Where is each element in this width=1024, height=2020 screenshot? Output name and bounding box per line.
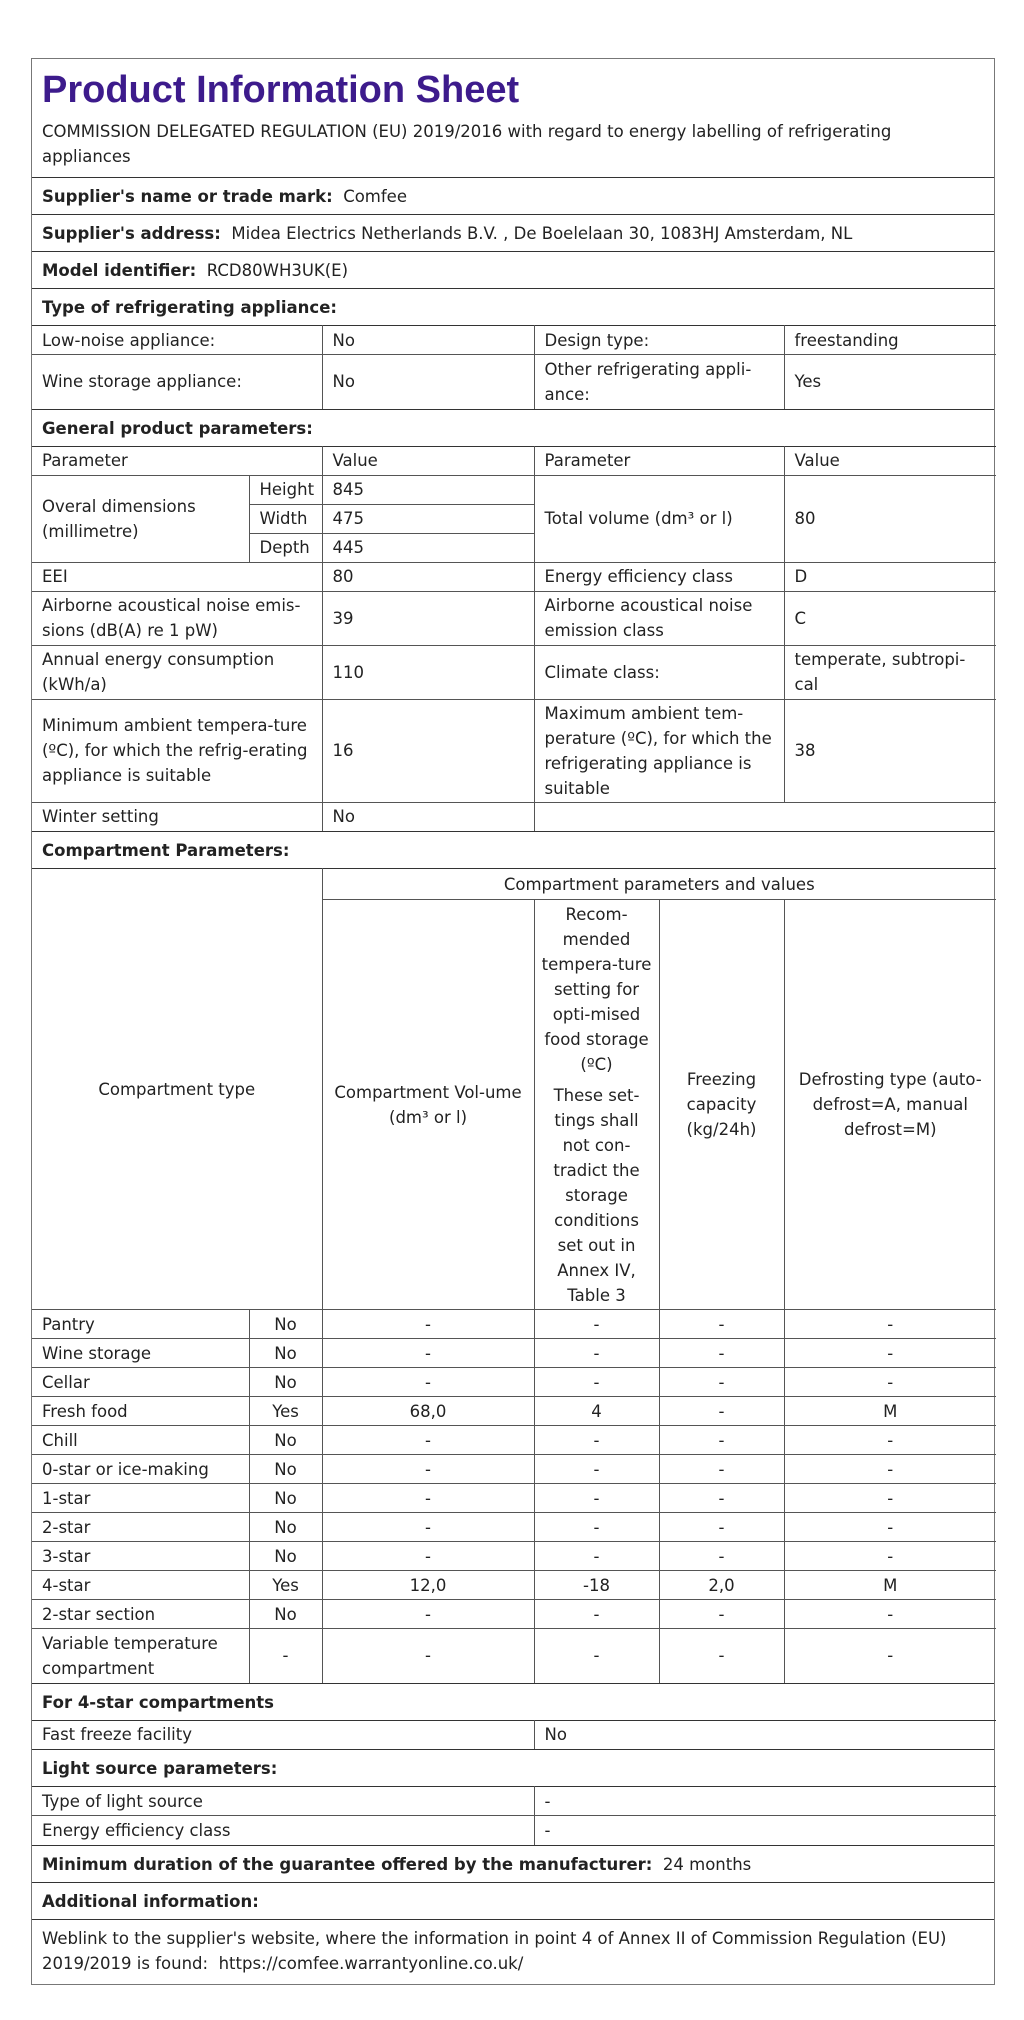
compartment-volume: 12,0 bbox=[322, 1571, 534, 1600]
supplier-address-value: Midea Electrics Netherlands B.V. , De Boelelaan 30, 1083HJ Amsterdam, NL bbox=[231, 224, 853, 243]
compartment-defrost-type: - bbox=[784, 1600, 996, 1629]
compartment-name: 2-star section bbox=[32, 1600, 249, 1629]
four-star-label: For 4-star compartments bbox=[42, 1692, 274, 1712]
noise-class-label: Airborne acoustical noise emission class bbox=[534, 591, 784, 645]
compartment-values-group-header: Compartment parameters and values bbox=[322, 869, 996, 900]
compartment-defrost-type: - bbox=[784, 1629, 996, 1683]
appliance-type-table bbox=[32, 325, 996, 409]
light-source-table bbox=[32, 1786, 996, 1845]
recommended-temp-header bbox=[534, 900, 659, 1310]
width-value: 475 bbox=[322, 504, 534, 533]
eei-label: EEI bbox=[32, 562, 322, 591]
compartment-defrost-type: - bbox=[784, 1484, 996, 1513]
compartment-present: No bbox=[249, 1542, 322, 1571]
general-parameters-label: General product parameters: bbox=[42, 418, 313, 438]
compartment-volume: - bbox=[322, 1339, 534, 1368]
compartment-freezing-capacity: - bbox=[659, 1484, 784, 1513]
light-type-label: Type of light source bbox=[32, 1787, 534, 1816]
compartment-defrost-type: - bbox=[784, 1310, 996, 1339]
light-source-heading bbox=[32, 1749, 994, 1786]
compartment-volume: - bbox=[322, 1310, 534, 1339]
compartment-freezing-capacity: - bbox=[659, 1629, 784, 1683]
compartment-present: No bbox=[249, 1368, 322, 1397]
appliance-type-heading bbox=[32, 288, 994, 325]
compartment-present: Yes bbox=[249, 1397, 322, 1426]
model-identifier-row bbox=[32, 251, 994, 288]
additional-info-text-block bbox=[32, 1919, 994, 1984]
low-noise-value: No bbox=[322, 326, 534, 355]
compartment-name: Cellar bbox=[32, 1368, 249, 1397]
compartment-volume: - bbox=[322, 1513, 534, 1542]
winter-setting-label: Winter setting bbox=[32, 802, 322, 831]
compartment-volume: - bbox=[322, 1542, 534, 1571]
design-type-label: Design type: bbox=[534, 326, 784, 355]
general-parameters-table bbox=[32, 446, 996, 832]
compartment-freezing-capacity: - bbox=[659, 1339, 784, 1368]
compartment-parameters-label: Compartment Parameters: bbox=[42, 841, 290, 860]
width-label: Width bbox=[249, 504, 322, 533]
dimensions-label: Overal dimensions (millimetre) bbox=[32, 475, 249, 562]
compartment-table bbox=[32, 868, 996, 1683]
compartment-name: Chill bbox=[32, 1426, 249, 1455]
supplier-name-row bbox=[32, 177, 994, 214]
compartment-freezing-capacity: - bbox=[659, 1513, 784, 1542]
height-label: Height bbox=[249, 475, 322, 504]
guarantee-value: 24 months bbox=[662, 1854, 752, 1874]
regulation-subtitle: COMMISSION DELEGATED REGULATION (EU) 2019/2016 with regard to energy labelling of refrigerating appliances bbox=[42, 122, 892, 166]
wine-storage-appliance-value: No bbox=[322, 355, 534, 409]
total-volume-value: 80 bbox=[784, 475, 996, 562]
compartment-temperature: - bbox=[534, 1339, 659, 1368]
compartment-parameters-heading bbox=[32, 831, 994, 868]
compartment-name: Fresh food bbox=[32, 1397, 249, 1426]
compartment-present: No bbox=[249, 1310, 322, 1339]
guarantee-row bbox=[32, 1845, 994, 1882]
compartment-volume: - bbox=[322, 1600, 534, 1629]
compartment-freezing-capacity: - bbox=[659, 1310, 784, 1339]
wine-storage-appliance-label: Wine storage appliance: bbox=[32, 355, 322, 409]
design-type-value: freestanding bbox=[784, 326, 996, 355]
compartment-temperature: - bbox=[534, 1542, 659, 1571]
compartment-freezing-capacity: - bbox=[659, 1542, 784, 1571]
compartment-defrost-type: - bbox=[784, 1513, 996, 1542]
low-noise-label: Low-noise appliance: bbox=[32, 326, 322, 355]
compartment-defrost-type: M bbox=[784, 1397, 996, 1426]
compartment-temperature: 4 bbox=[534, 1397, 659, 1426]
light-energy-class-value: - bbox=[534, 1816, 996, 1845]
min-ambient-temp-label: Minimum ambient tempera-ture (ºC), for which the refrig-erating appliance is suitable bbox=[32, 699, 322, 802]
depth-value: 445 bbox=[322, 533, 534, 562]
compartment-freezing-capacity: 2,0 bbox=[659, 1571, 784, 1600]
value-header-right: Value bbox=[784, 446, 996, 475]
climate-class-label: Climate class: bbox=[534, 645, 784, 699]
compartment-defrost-type: - bbox=[784, 1542, 996, 1571]
supplier-address-row bbox=[32, 214, 994, 251]
other-appliance-value: Yes bbox=[784, 355, 996, 409]
total-volume-label: Total volume (dm³ or l) bbox=[534, 475, 784, 562]
compartment-present: No bbox=[249, 1426, 322, 1455]
additional-info-text: Weblink to the supplier's website, where the information in point 4 of Annex II of Commission Regulation (EU) 2019/2019 is found: bbox=[42, 1928, 947, 1973]
compartment-type-header: Compartment type bbox=[32, 869, 322, 1310]
four-star-heading bbox=[32, 1683, 994, 1720]
compartment-temperature: - bbox=[534, 1310, 659, 1339]
supplier-name-label: Supplier's name or trade mark: bbox=[42, 187, 333, 206]
compartment-present: No bbox=[249, 1513, 322, 1542]
compartment-name: 4-star bbox=[32, 1571, 249, 1600]
compartment-row bbox=[32, 1629, 996, 1683]
freezing-capacity-header: Freezing capacity (kg/24h) bbox=[659, 900, 784, 1310]
annual-energy-value: 110 bbox=[322, 645, 534, 699]
compartment-row bbox=[32, 1513, 996, 1542]
compartment-name: Pantry bbox=[32, 1310, 249, 1339]
energy-class-value: D bbox=[784, 562, 996, 591]
compartment-temperature: - bbox=[534, 1513, 659, 1542]
compartment-present: No bbox=[249, 1339, 322, 1368]
compartment-temperature: - bbox=[534, 1629, 659, 1683]
energy-class-label: Energy efficiency class bbox=[534, 562, 784, 591]
guarantee-label: Minimum duration of the guarantee offered by the manufacturer: bbox=[42, 1854, 653, 1874]
noise-emission-value: 39 bbox=[322, 591, 534, 645]
empty-cell bbox=[534, 802, 996, 831]
additional-info-label: Additional information: bbox=[42, 1891, 259, 1911]
fast-freeze-table bbox=[32, 1720, 996, 1750]
compartment-row bbox=[32, 1484, 996, 1513]
compartment-row bbox=[32, 1310, 996, 1339]
compartment-row bbox=[32, 1542, 996, 1571]
value-header: Value bbox=[322, 446, 534, 475]
model-identifier-value: RCD80WH3UK(E) bbox=[206, 261, 349, 280]
max-ambient-temp-label: Maximum ambient tem-perature (ºC), for which the refrigerating appliance is suitable bbox=[534, 699, 784, 802]
compartment-row bbox=[32, 1368, 996, 1397]
depth-label: Depth bbox=[249, 533, 322, 562]
supplier-website-link[interactable]: https://comfee.warrantyonline.co.uk/ bbox=[218, 1953, 524, 1973]
noise-emission-label: Airborne acoustical noise emis-sions (dB(A) re 1 pW) bbox=[32, 591, 322, 645]
compartment-row bbox=[32, 1455, 996, 1484]
compartment-freezing-capacity: - bbox=[659, 1600, 784, 1629]
compartment-temperature: - bbox=[534, 1600, 659, 1629]
temp-note-text: These set-tings shall not con-tradict the storage conditions set out in Annex IV, Table 3 bbox=[553, 1085, 640, 1305]
compartment-temperature: - bbox=[534, 1368, 659, 1397]
defrosting-type-header: Defrosting type (auto-defrost=A, manual defrost=M) bbox=[784, 900, 996, 1310]
annual-energy-label: Annual energy consumption (kWh/a) bbox=[32, 645, 322, 699]
height-value: 845 bbox=[322, 475, 534, 504]
compartment-temperature: - bbox=[534, 1426, 659, 1455]
compartment-name: 1-star bbox=[32, 1484, 249, 1513]
compartment-defrost-type: - bbox=[784, 1455, 996, 1484]
additional-info-heading bbox=[32, 1882, 994, 1919]
compartment-freezing-capacity: - bbox=[659, 1455, 784, 1484]
noise-class-value: C bbox=[784, 591, 996, 645]
min-ambient-temp-value: 16 bbox=[322, 699, 534, 802]
fast-freeze-value: No bbox=[534, 1720, 996, 1749]
winter-setting-value: No bbox=[322, 802, 534, 831]
other-appliance-label: Other refrigerating appli-ance: bbox=[534, 355, 784, 409]
compartment-defrost-type: - bbox=[784, 1368, 996, 1397]
compartment-temperature: - bbox=[534, 1455, 659, 1484]
compartment-present: No bbox=[249, 1484, 322, 1513]
climate-class-value: temperate, subtropi-cal bbox=[784, 645, 996, 699]
compartment-row bbox=[32, 1426, 996, 1455]
fast-freeze-label: Fast freeze facility bbox=[32, 1720, 534, 1749]
compartment-volume: - bbox=[322, 1426, 534, 1455]
compartment-freezing-capacity: - bbox=[659, 1368, 784, 1397]
compartment-row bbox=[32, 1571, 996, 1600]
compartment-name: 0-star or ice-making bbox=[32, 1455, 249, 1484]
light-type-value: - bbox=[534, 1787, 996, 1816]
compartment-defrost-type: - bbox=[784, 1426, 996, 1455]
compartment-name: 2-star bbox=[32, 1513, 249, 1542]
compartment-present: Yes bbox=[249, 1571, 322, 1600]
compartment-row bbox=[32, 1600, 996, 1629]
compartment-volume: 68,0 bbox=[322, 1397, 534, 1426]
compartment-row bbox=[32, 1339, 996, 1368]
compartment-freezing-capacity: - bbox=[659, 1426, 784, 1455]
page-title: Product Information Sheet bbox=[42, 69, 520, 111]
compartment-temperature: - bbox=[534, 1484, 659, 1513]
general-parameters-heading bbox=[32, 409, 994, 446]
supplier-address-label: Supplier's address: bbox=[42, 224, 221, 243]
compartment-name: Wine storage bbox=[32, 1339, 249, 1368]
compartment-defrost-type: M bbox=[784, 1571, 996, 1600]
compartment-present: - bbox=[249, 1629, 322, 1683]
compartment-name: Variable temperature compartment bbox=[32, 1629, 249, 1683]
compartment-volume-header: Compartment Vol-ume (dm³ or l) bbox=[322, 900, 534, 1310]
compartment-volume: - bbox=[322, 1368, 534, 1397]
product-information-sheet bbox=[31, 58, 995, 1985]
recommended-temp-text: Recom-mended tempera-ture setting for opti-mised food storage (ºC) bbox=[541, 904, 652, 1074]
light-source-label: Light source parameters: bbox=[42, 1759, 278, 1778]
compartment-present: No bbox=[249, 1600, 322, 1629]
light-energy-class-label: Energy efficiency class bbox=[32, 1816, 534, 1845]
compartment-volume: - bbox=[322, 1484, 534, 1513]
compartment-freezing-capacity: - bbox=[659, 1397, 784, 1426]
model-identifier-label: Model identifier: bbox=[42, 261, 197, 280]
compartment-temperature: -18 bbox=[534, 1571, 659, 1600]
compartment-volume: - bbox=[322, 1455, 534, 1484]
compartment-name: 3-star bbox=[32, 1542, 249, 1571]
param-header-right: Parameter bbox=[534, 446, 784, 475]
supplier-name-value: Comfee bbox=[343, 187, 407, 206]
compartment-present: No bbox=[249, 1455, 322, 1484]
appliance-type-label: Type of refrigerating appliance: bbox=[42, 298, 337, 317]
param-header: Parameter bbox=[32, 446, 322, 475]
max-ambient-temp-value: 38 bbox=[784, 699, 996, 802]
eei-value: 80 bbox=[322, 562, 534, 591]
compartment-defrost-type: - bbox=[784, 1339, 996, 1368]
compartment-row bbox=[32, 1397, 996, 1426]
compartment-volume: - bbox=[322, 1629, 534, 1683]
